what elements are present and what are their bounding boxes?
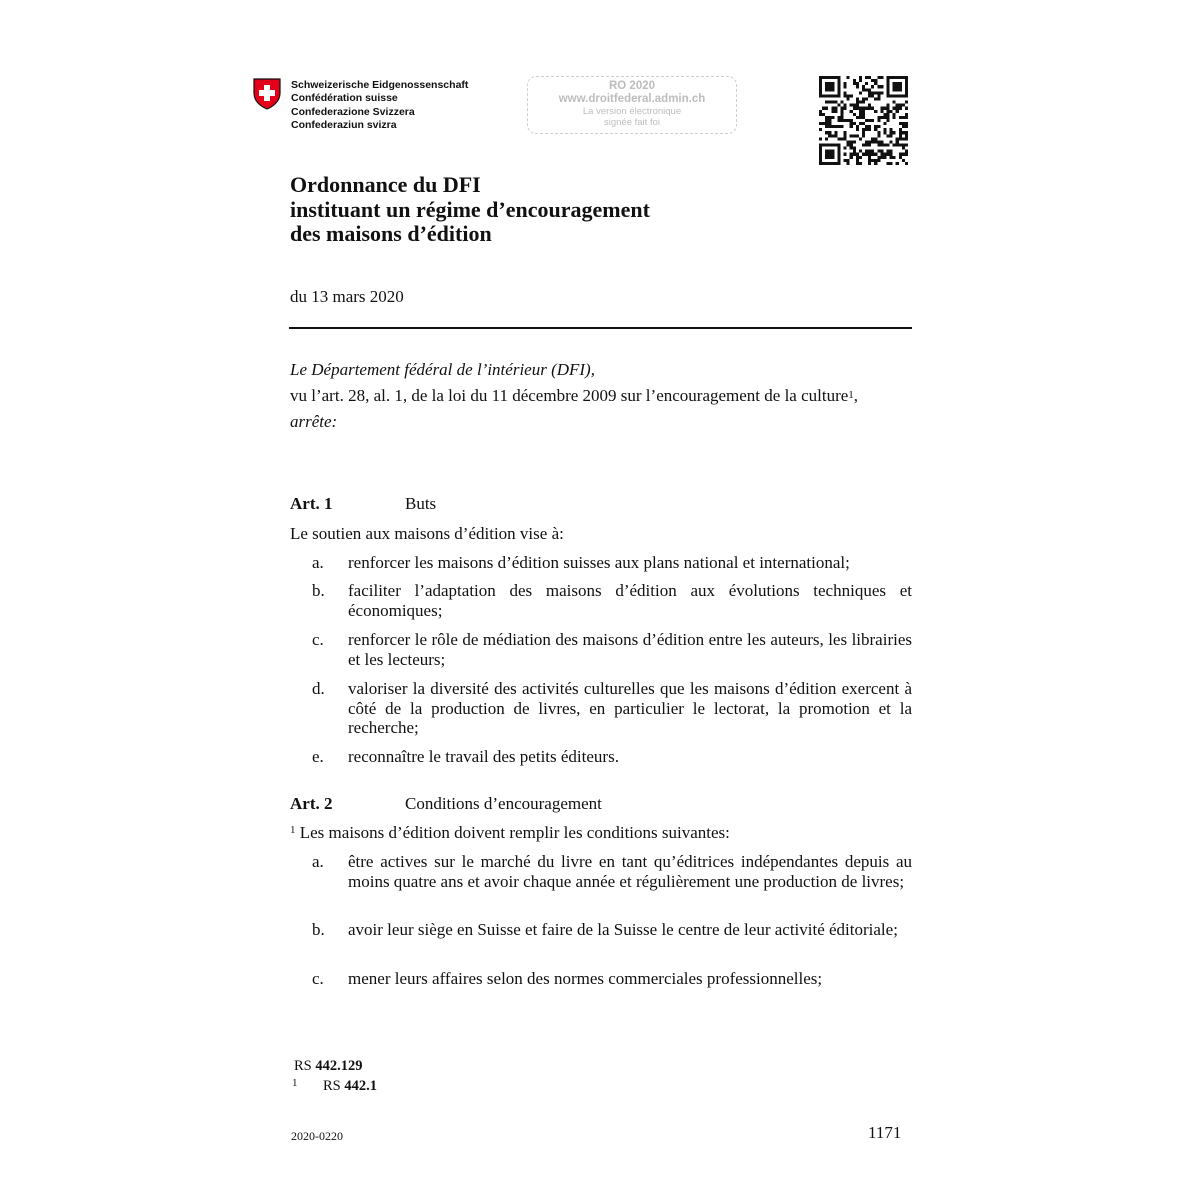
stamp-line: La version électronique xyxy=(582,106,682,117)
paragraph-number: 1 xyxy=(290,824,296,836)
confederation-line: Confédération suisse xyxy=(291,92,398,105)
footnote-prefix: RS xyxy=(323,1078,341,1094)
list-item xyxy=(312,581,912,620)
list-item xyxy=(312,969,912,989)
footnote-reference[interactable]: 1 xyxy=(848,389,854,401)
list-item xyxy=(312,920,912,940)
list-item xyxy=(312,553,912,573)
confederation-name xyxy=(291,79,468,132)
list-item-text: mener leurs affaires selon des normes commerciales professionnelles; xyxy=(348,969,823,988)
page-number: 1171 xyxy=(868,1123,902,1142)
divider xyxy=(289,327,912,329)
stamp-line: www.droitfederal.admin.ch xyxy=(558,93,706,105)
rs-number: 442.129 xyxy=(315,1058,363,1074)
stamp-line: RO 2020 xyxy=(608,80,656,92)
confederation-line: Schweizerische Eidgenossenschaft xyxy=(291,79,469,91)
list-item-label: b. xyxy=(312,920,325,939)
confederation-line: Confederazione Svizzera xyxy=(291,105,415,118)
list-item-text: renforcer le rôle de médiation des maisons d’édition entre les auteurs, les librairies et les lecteurs; xyxy=(348,630,912,669)
list-item-label: a. xyxy=(312,553,324,572)
list-item xyxy=(312,679,912,738)
title-line: Ordonnance du DFI xyxy=(290,172,481,197)
electronic-version-stamp xyxy=(527,76,737,134)
list-item-text: valoriser la diversité des activités culturelles que les maisons d’édition exercent à côté de la production de livres, en particulier le lectorat, la promotion et la recherche; xyxy=(348,679,912,737)
article-number: Art. 1 xyxy=(290,494,333,513)
list-item-label: c. xyxy=(312,969,324,988)
footnote-number: 442.1 xyxy=(344,1078,377,1094)
article-2-heading xyxy=(290,794,602,814)
rs-reference xyxy=(294,1058,363,1075)
swiss-emblem-icon xyxy=(252,78,282,110)
article-title: Conditions d’encouragement xyxy=(405,794,602,813)
preamble-basis-text: vu l’art. 28, al. 1, de la loi du 11 décembre 2009 sur l’encouragement de la culture xyxy=(290,386,849,405)
article-intro-text: Les maisons d’édition doivent remplir les conditions suivantes: xyxy=(299,823,730,842)
list-item-text: faciliter l’adaptation des maisons d’édition aux évolutions techniques et économiques; xyxy=(348,581,912,620)
document-code: 2020-0220 xyxy=(291,1129,343,1143)
stamp-line: signée fait foi xyxy=(604,117,660,128)
list-item-text: avoir leur siège en Suisse et faire de la Suisse le centre de leur activité éditoriale; xyxy=(348,920,898,939)
preamble-basis-end: , xyxy=(853,386,859,405)
preamble-authority: Le Département fédéral de l’intérieur (DFI), xyxy=(290,360,595,379)
list-item-text: reconnaître le travail des petits éditeurs. xyxy=(348,747,619,766)
list-item-label: e. xyxy=(312,747,324,766)
article-intro xyxy=(290,823,730,843)
article-title: Buts xyxy=(405,494,437,513)
preamble-basis xyxy=(290,383,915,409)
list-item-label: a. xyxy=(312,852,324,871)
list-item-label: b. xyxy=(312,581,325,600)
document-date: du 13 mars 2020 xyxy=(290,287,404,306)
list-item-label: d. xyxy=(312,679,325,698)
footnote xyxy=(323,1078,377,1095)
confederation-line: Confederaziun svizra xyxy=(291,118,397,131)
article-number: Art. 2 xyxy=(290,794,333,813)
list-item xyxy=(312,747,912,767)
title-line: instituant un régime d’encouragement xyxy=(290,196,650,222)
title-line: des maisons d’édition xyxy=(290,221,492,246)
rs-prefix: RS xyxy=(294,1058,312,1074)
list-item-text: être actives sur le marché du livre en tant qu’éditrices indépendantes depuis au moins quatre ans et avoir chaque année et régulièrement une production de livres; xyxy=(348,852,912,891)
article-intro: Le soutien aux maisons d’édition vise à: xyxy=(290,524,564,543)
list-item xyxy=(312,852,912,891)
article-1-heading xyxy=(290,494,436,514)
list-item-label: c. xyxy=(312,630,324,649)
list-item-text: renforcer les maisons d’édition suisses aux plans national et international; xyxy=(348,553,850,572)
preamble-decree: arrête: xyxy=(290,412,338,431)
preamble xyxy=(290,357,915,435)
footnote-mark: 1 xyxy=(292,1077,298,1089)
document-title xyxy=(290,173,650,247)
list-item xyxy=(312,630,912,669)
qr-code-icon xyxy=(819,76,908,165)
